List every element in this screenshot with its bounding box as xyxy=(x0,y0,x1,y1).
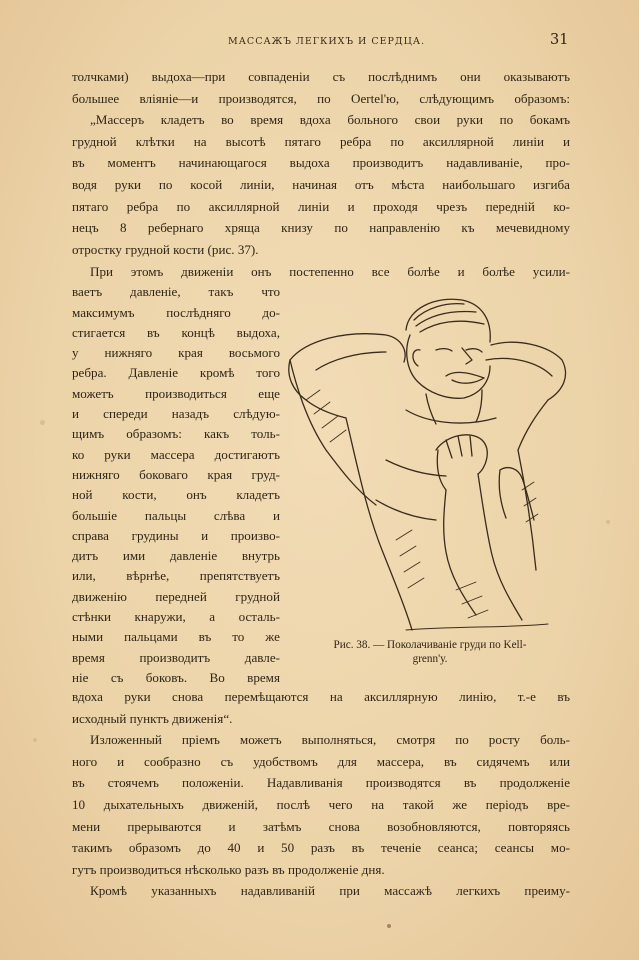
text-line: грудной клѣтки на высотѣ пятаго ребра по аксиллярной линіи и xyxy=(72,133,570,149)
text-line: Кромѣ указанныхъ надавливаній при массажѣ легкихъ преиму- xyxy=(90,883,570,899)
paragraph-1 xyxy=(72,66,570,260)
text-line: вдоха руки снова перемѣщаются на аксиллярную линію, т.-е въ xyxy=(72,689,570,704)
text-line: время производитъ давле- xyxy=(72,649,280,665)
text-line: гутъ производиться нѣсколько разъ въ продолженіе дня. xyxy=(72,861,385,877)
paper-spot xyxy=(606,520,610,524)
caption-line: Рис. 38. — Поколачиваніе груди по Kell- xyxy=(333,639,527,651)
text-line: большее вліяніе—и производятся, по Oertel'ю, слѣдующимъ образомъ: xyxy=(72,90,570,106)
text-line: большіе пальцы слѣва и xyxy=(72,507,280,523)
text-line: отростку грудной кости (рис. 37). xyxy=(72,241,259,257)
text-line: и спереди назадъ слѣдую- xyxy=(72,406,280,422)
text-line: или, вѣрнѣе, препятствуетъ xyxy=(72,568,280,584)
text-line: При этомъ движеніи онъ постепенно все болѣе и болѣе усили- xyxy=(90,264,570,279)
text-line: мени прерываются и затѣмъ снова возобновляются, повторяясь xyxy=(72,818,570,834)
figure-caption xyxy=(290,638,570,666)
text-line: ребра. Давленіе кромѣ того xyxy=(72,365,280,381)
text-line: водя руки по косой линіи, начиная отъ мѣста наибольшаго изгиба xyxy=(72,176,570,192)
page-header xyxy=(0,32,639,52)
text-line: толчками) выдоха—при совпаденіи съ послѣднимъ они оказываютъ xyxy=(72,69,570,84)
text-line: исходный пунктъ движенія“. xyxy=(72,710,233,726)
page-number: 31 xyxy=(550,32,569,48)
text-line: пятаго ребра по аксиллярной линіи и проходя чрезъ передній ко- xyxy=(72,198,570,214)
text-line: дитъ ими давленіе внутрь xyxy=(72,548,280,564)
text-line: ко руки массера достигаютъ xyxy=(72,446,280,462)
text-line: въ моментъ начинающагося выдоха производитъ надавливаніе, про- xyxy=(72,155,570,171)
text-line: щимъ образомъ: какъ толь- xyxy=(72,426,280,442)
text-line: стигается въ концѣ выдоха, xyxy=(72,324,280,340)
text-line: ваетъ давленіе, такъ что xyxy=(72,284,280,300)
text-line: ной кости, онъ кладетъ xyxy=(72,487,280,503)
paper-spot xyxy=(40,420,45,425)
text-line: нижняго боковаго края груд- xyxy=(72,466,280,482)
text-line: ного и сообразно съ удобствомъ для массера, въ сидячемъ или xyxy=(72,753,570,769)
engraving-illustration xyxy=(286,290,570,635)
text-line: у нижняго края восьмого xyxy=(72,345,280,361)
text-line: Изложенный пріемъ можетъ выполняться, смотря по росту боль- xyxy=(90,732,570,748)
text-line: въ стоячемъ положеніи. Надавливанія производятся въ продолженіе xyxy=(72,775,570,791)
text-line: нецъ 8 ребернаго хряща книзу по направленію къ мечевидному xyxy=(72,220,570,236)
text-line: „Массеръ кладетъ во время вдоха больного свои руки по бокамъ xyxy=(90,112,570,128)
text-line: максимумъ послѣдняго до- xyxy=(72,304,280,320)
text-line: ными пальцами въ то же xyxy=(72,629,280,645)
paragraph-3 xyxy=(72,686,570,902)
text-line: движенію передней грудной xyxy=(72,588,280,604)
paper-spot xyxy=(33,738,37,742)
figure-massage-illustration xyxy=(286,290,570,635)
text-line: справа грудины и произво- xyxy=(72,527,280,543)
running-head: МАССАЖЪ ЛЕГКИХЪ И СЕРДЦА. xyxy=(228,36,426,47)
caption-line: grenn'у. xyxy=(412,653,448,665)
text-line: ніе съ боковъ. Во время xyxy=(72,669,280,685)
text-line: можетъ производиться еще xyxy=(72,385,280,401)
text-line: такимъ образомъ до 40 и 50 разъ въ теченіе сеанса; сеансы мо- xyxy=(72,840,570,856)
text-line: 10 дыхательныхъ движеній, послѣ чего на такой же періодъ вре- xyxy=(72,796,570,812)
paper-spot xyxy=(387,924,391,928)
text-line: стѣнки кнаружи, а осталь- xyxy=(72,609,280,625)
